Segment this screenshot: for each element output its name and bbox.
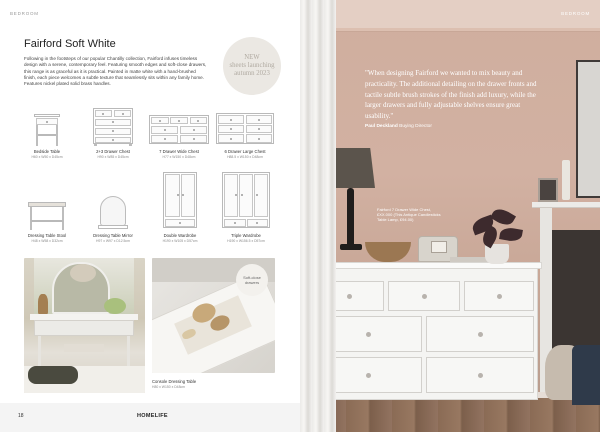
section-label: BEDROOM — [561, 11, 590, 16]
product-6-drawer-large-chest[interactable] — [214, 113, 276, 159]
product-dimensions: H88.5 x W150 x D48cm — [227, 155, 263, 159]
product-name: 7 Drawer Wide Chest — [159, 149, 199, 154]
page-number: 18 — [18, 413, 24, 419]
designer-quote: "When designing Fairford we wanted to mix beauty and practicality. The additional detailing on the drawer fronts and tactile subtle brush strokes of the finish add luxury, while the larger drawers and fully adjustable shelves ensure great usability." — [365, 69, 537, 121]
sheer-curtain — [300, 0, 336, 432]
double-wardrobe-image — [163, 172, 197, 230]
badge-line-1: NEW — [244, 54, 260, 61]
7-drawer-wide-chest-image — [149, 115, 209, 146]
product-dimensions: H190 x W105 x D57cm — [162, 239, 198, 243]
page-title: Fairford Soft White — [24, 38, 116, 50]
table-lamp-foot — [340, 244, 362, 250]
brand-logo: HOMELIFE — [137, 413, 168, 419]
knob — [497, 294, 502, 299]
product-2-3-drawer-chest[interactable] — [88, 108, 138, 159]
product-double-wardrobe[interactable] — [152, 172, 208, 243]
product-7-drawer-wide-chest[interactable] — [148, 115, 210, 159]
knob — [347, 294, 352, 299]
attribution-role: Buying Director — [399, 124, 432, 129]
knob — [422, 294, 427, 299]
product-dimensions: H48 x W58 x D32cm — [31, 239, 63, 243]
plant-leaf — [490, 205, 516, 228]
product-dimensions: H97 x W97 x D12.5cm — [96, 239, 130, 243]
intro-paragraph: Following in the footsteps of our popular Chantilly collection, Fairford infuses timeless design with a serene, contemporary feel. Featuring smooth edges and soft-close drawers, this range is as graceful as it is practical. Painted in matte white with a hand-brushed finish, each piece welcomes a subtle texture that seamlessly sits within any family home. Features nickel plated solid brass handles. — [24, 56, 207, 87]
section-label: BEDROOM — [10, 11, 39, 16]
attribution-name: Paul Deckland — [365, 124, 398, 129]
dressing-table-stool-image — [28, 202, 66, 230]
product-dressing-table-mirror[interactable] — [88, 196, 138, 243]
dressing-table-photo — [24, 258, 145, 393]
triple-wardrobe-image — [222, 172, 270, 230]
chest-top — [306, 262, 542, 269]
product-name: Triple Wardrobe — [231, 233, 261, 238]
tray — [450, 257, 490, 262]
right-page-photo — [300, 0, 600, 432]
wall-mirror — [576, 60, 600, 198]
armchair — [572, 345, 600, 405]
knob — [478, 332, 483, 337]
console-table-name: Console Dressing Table — [152, 379, 197, 384]
photo-frame — [538, 178, 558, 202]
knob — [366, 373, 371, 378]
quote-attribution — [365, 124, 432, 129]
knob — [366, 332, 371, 337]
product-caption: Fairford 7 Drawer Wide Chest, £XX.000 (This Antique Candlesticks Table Lamp, £94.00) — [377, 207, 441, 222]
product-dimensions: H190 x W156.5 x D57cm — [227, 239, 265, 243]
product-dimensions: H60 x W50 x D45cm — [31, 155, 63, 159]
console-table-dimensions: H80 x W150 x D48cm — [152, 385, 185, 389]
plant-leaf — [499, 226, 523, 243]
candle — [562, 160, 570, 200]
product-dimensions: H77 x W150 x D48cm — [162, 155, 196, 159]
ceiling — [300, 0, 600, 28]
crown-moulding — [300, 28, 600, 32]
new-badge — [223, 37, 281, 95]
product-name: 6 Drawer Large Chest — [224, 149, 266, 154]
product-triple-wardrobe[interactable] — [218, 172, 274, 243]
2-3-drawer-chest-image — [93, 108, 133, 146]
wooden-floor — [300, 398, 600, 432]
product-name: Dressing Table Stool — [27, 233, 67, 238]
bedside-table-image — [34, 114, 60, 146]
badge-line-2: sheets launching — [229, 62, 275, 69]
clock-face — [431, 241, 447, 253]
product-bedside-table[interactable] — [22, 114, 72, 159]
soft-close-callout: Soft-close drawers — [236, 264, 268, 296]
product-name: Dressing Table Mirror — [93, 233, 133, 238]
product-name: 2+3 Drawer Chest — [96, 149, 130, 154]
product-dimensions: H90 x W85 x D45cm — [97, 155, 129, 159]
6-drawer-large-chest-image — [216, 113, 274, 146]
product-dressing-table-stool[interactable] — [22, 202, 72, 243]
table-lamp-base — [347, 188, 354, 248]
product-name: Bedside Table — [33, 149, 61, 154]
knob — [478, 373, 483, 378]
wooden-bowl — [365, 242, 411, 262]
dressing-table-mirror-image — [98, 196, 128, 230]
product-name: Double Wardrobe — [163, 233, 197, 238]
badge-line-3: autumn 2023 — [234, 70, 270, 77]
